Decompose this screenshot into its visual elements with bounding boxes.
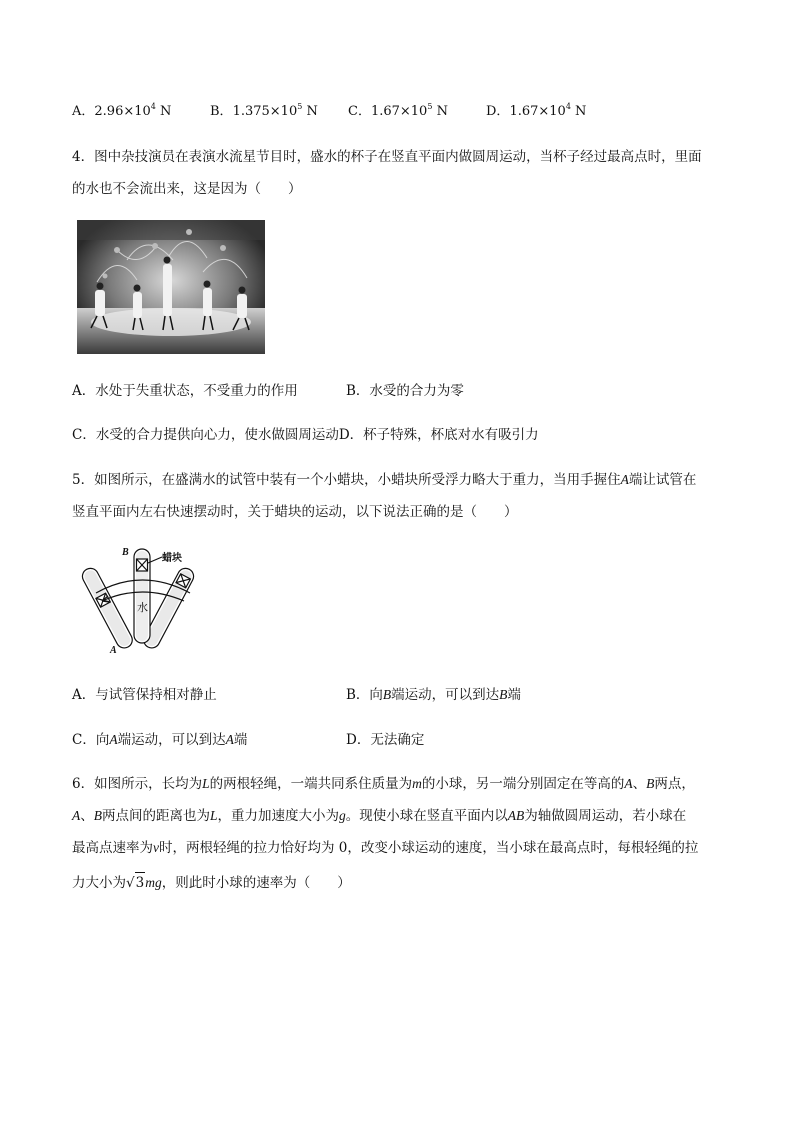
q4-option-b: B．水受的合力为零 xyxy=(346,383,464,399)
label-b: B xyxy=(122,547,129,558)
q4-stem-line2: 的水也不会流出来，这是因为（ ） xyxy=(72,181,302,197)
q3-option-c: C．$1.67\times 10^5$ N xyxy=(348,102,448,119)
q5-option-d: D．无法确定 xyxy=(346,732,425,748)
q3-option-d: D．$1.67\times 10^4$ N xyxy=(486,102,587,119)
q4-option-a: A．水处于失重状态，不受重力的作用 xyxy=(72,383,298,399)
label-wax: 蜡块 xyxy=(162,553,182,564)
q3-option-b: B．$1.375\times 10^5$ N xyxy=(210,102,318,119)
q5-option-c: C．向A端运动，可以到达A端 xyxy=(72,732,248,748)
label-water: 水 xyxy=(137,601,148,614)
q6-line3: 最高点速率为v时，两根轻绳的拉力恰好均为 0，改变小球运动的速度，当小球在最高点时，每根轻绳的拉 xyxy=(72,840,699,856)
q6-line1: 6．如图所示，长均为L的两根轻绳，一端共同系住质量为m的小球，另一端分别固定在等高的A、B两点， xyxy=(72,776,695,792)
q3-option-a: A．$2.96\times 10^4$ N xyxy=(72,102,172,119)
label-a: A xyxy=(110,645,117,656)
q4-stem-line1: 4．图中杂技演员在表演水流星节目时，盛水的杯子在竖直平面内做圆周运动，当杯子经过最高点时，里面 xyxy=(72,149,702,165)
test-tube-diagram xyxy=(72,545,222,657)
sqrt-expression: √3 xyxy=(126,872,145,893)
q5-stem-line1: 5．如图所示，在盛满水的试管中装有一个小蜡块，小蜡块所受浮力略大于重力，当用手握住A端让试管在 xyxy=(72,472,697,488)
q5-stem-line2: 竖直平面内左右快速摆动时，关于蜡块的运动，以下说法正确的是（ ） xyxy=(72,504,518,520)
q6-line2: A、B两点间的距离也为L，重力加速度大小为g。现使小球在竖直平面内以AB为轴做圆周运动，若小球在 xyxy=(72,808,687,824)
juggler-photo xyxy=(77,220,265,354)
q5-option-a: A．与试管保持相对静止 xyxy=(72,687,217,703)
q4-option-c-d: C．水受的合力提供向心力，使水做圆周运动D．杯子特殊，杯底对水有吸引力 xyxy=(72,427,539,443)
q5-option-b: B．向B端运动，可以到达B端 xyxy=(346,687,521,703)
q6-line4: 力大小为√3mg，则此时小球的速率为（ ） xyxy=(72,872,351,893)
